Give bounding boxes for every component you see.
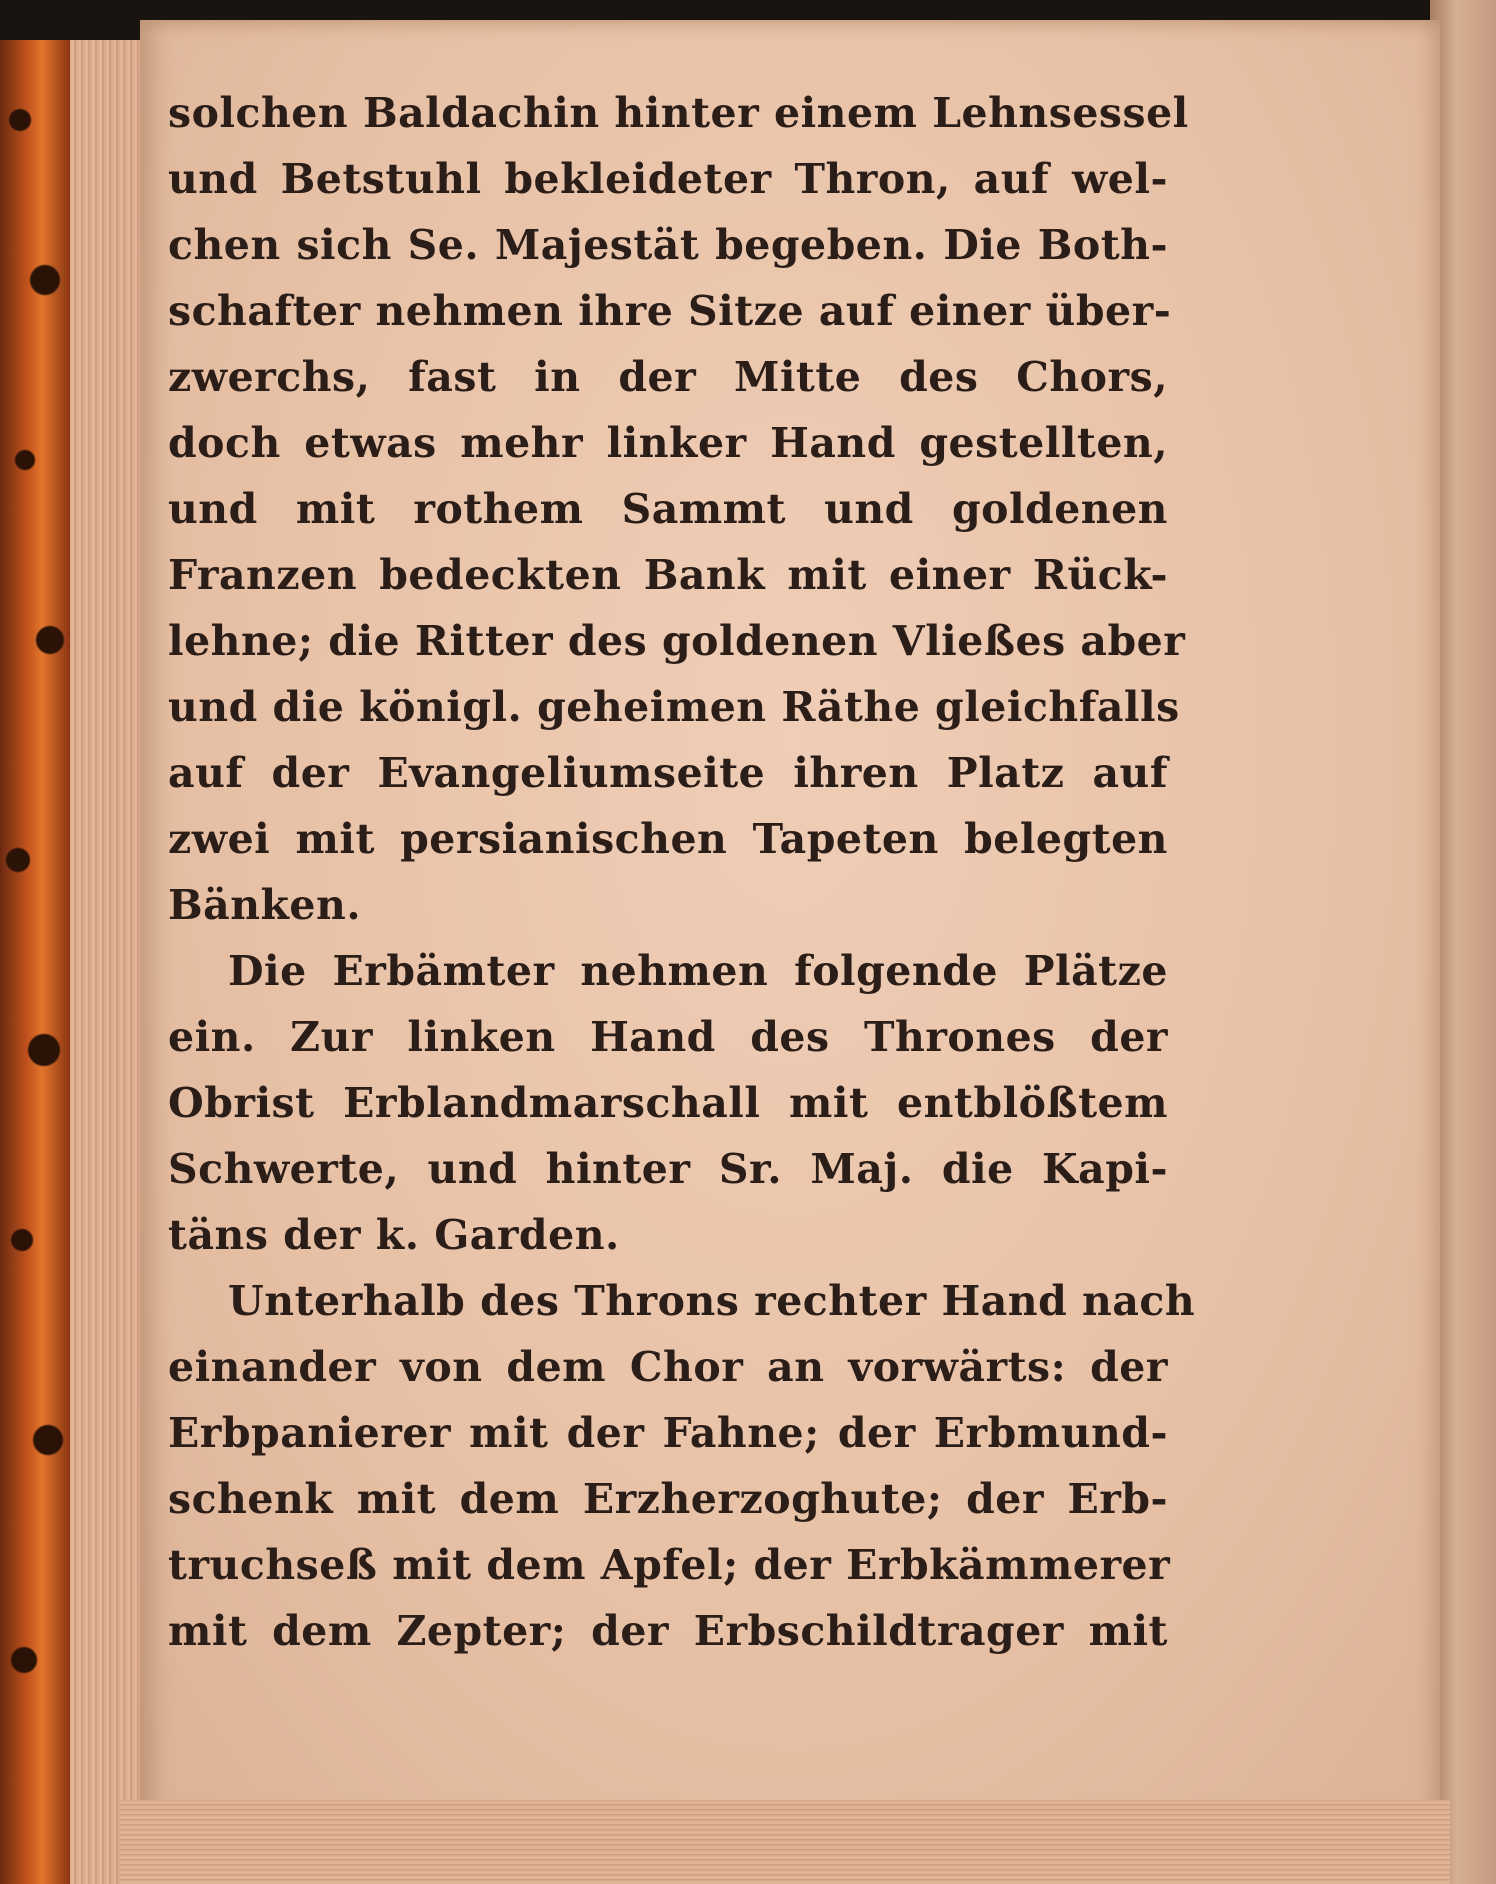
text-line: schenk mit dem Erzherzoghute; der Erb- [168,1475,1168,1523]
text-line: schafter nehmen ihre Sitze auf einer über- [168,287,1172,335]
text-line: solchen Baldachin hinter einem Lehnsessel [168,89,1189,137]
text-line: Erbpanierer mit der Fahne; der Erbmund- [168,1409,1168,1457]
text-line: und mit rothem Sammt und goldenen [168,485,1168,533]
text-line: zwei mit persianischen Tapeten belegten [168,815,1168,863]
text-line: chen sich Se. Majestät begeben. Die Both- [168,221,1168,269]
bottom-page-edges [120,1800,1450,1884]
text-line: truchseß mit dem Apfel; der Erbkämmerer [168,1541,1171,1589]
text-line: einander von dem Chor an vorwärts: der [168,1343,1168,1391]
text-line: zwerchs, fast in der Mitte des Chors, [168,353,1168,401]
text-line: mit dem Zepter; der Erbschildtrager mit [168,1607,1168,1655]
text-line: Franzen bedeckten Bank mit einer Rück- [168,551,1168,599]
text-line: und Betstuhl bekleideter Thron, auf wel- [168,155,1168,203]
text-line: ein. Zur linken Hand des Thrones der [168,1013,1168,1061]
text-line: doch etwas mehr linker Hand gestellten, [168,419,1168,467]
text-line: Unterhalb des Throns rechter Hand nach [228,1277,1196,1325]
text-line: Bänken. [168,881,362,929]
text-line: Die Erbämter nehmen folgende Plätze [228,947,1168,995]
text-line: und die königl. geheimen Räthe gleichfalls [168,683,1180,731]
text-line: täns der k. Garden. [168,1211,620,1259]
page-text [168,80,1196,1664]
book-cover [0,40,70,1884]
text-line: auf der Evangeliumseite ihren Platz auf [168,749,1168,797]
text-line: lehne; die Ritter des goldenen Vließes aber [168,617,1186,665]
text-line: Schwerte, und hinter Sr. Maj. die Kapi- [168,1145,1168,1193]
text-line: Obrist Erblandmarschall mit entblößtem [168,1079,1168,1127]
